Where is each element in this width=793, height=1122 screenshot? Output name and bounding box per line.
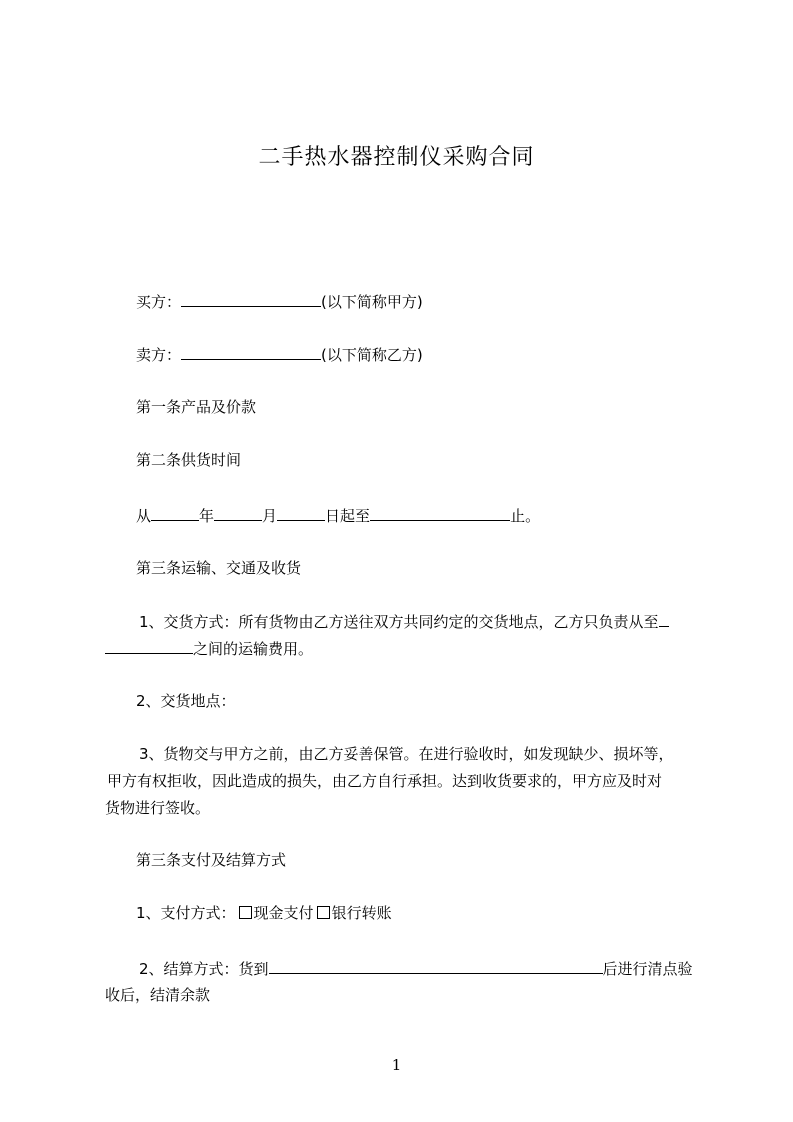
settlement-label: 2、结算方式：货到: [139, 960, 269, 978]
item1-text: 1、交货方式：所有货物由乙方送往双方共同约定的交货地点，乙方只负责从至: [139, 613, 659, 631]
delivery-time-line: [136, 505, 540, 526]
item1-line2: [105, 638, 313, 659]
seller-line: [136, 344, 423, 365]
bank-transfer-checkbox[interactable]: [317, 906, 330, 919]
seller-suffix: (以下简称乙方): [321, 346, 423, 364]
item1-from-blank[interactable]: [659, 611, 669, 627]
article3-heading: 第三条运输、交通及收货: [136, 559, 302, 577]
item2-line: 2、交货地点：: [136, 692, 236, 710]
bank-transfer-label: 银行转账: [331, 904, 392, 922]
delivery-month-blank[interactable]: [214, 505, 262, 521]
cash-payment-checkbox[interactable]: [239, 906, 252, 919]
buyer-line: [136, 291, 423, 312]
article1-heading: 第一条产品及价款: [136, 398, 257, 416]
settlement-after: 后进行清点验: [602, 960, 693, 978]
item3-line1: 3、货物交与甲方之前，由乙方妥善保管。在进行验收时，如发现缺少、损坏等，: [139, 745, 674, 763]
settlement-line1: [139, 958, 693, 979]
settlement-line2: 收后，结清余款: [105, 986, 211, 1004]
page-number: 1: [391, 1056, 402, 1074]
delivery-day-blank[interactable]: [277, 505, 325, 521]
buyer-label: 买方：: [136, 293, 182, 311]
payment-line: [136, 903, 392, 923]
delivery-day-until-label: 日起至: [325, 507, 371, 525]
document-title: 二手热水器控制仪采购合同: [258, 145, 535, 170]
seller-label: 卖方：: [136, 346, 182, 364]
delivery-end-label: 止。: [510, 507, 541, 525]
delivery-year-label: 年: [199, 507, 215, 525]
item3-line2: 甲方有权拒收，因此造成的损失，由乙方自行承担。达到收货要求的，甲方应及时对: [107, 772, 663, 790]
item1-text-end: 之间的运输费用。: [193, 640, 314, 658]
delivery-from-label: 从: [136, 507, 152, 525]
settlement-place-blank[interactable]: [269, 958, 603, 974]
delivery-year-blank[interactable]: [151, 505, 199, 521]
item1-to-blank[interactable]: [105, 638, 193, 654]
buyer-suffix: (以下简称甲方): [321, 293, 423, 311]
item3-line3: 货物进行签收。: [105, 799, 211, 817]
delivery-month-label: 月: [262, 507, 278, 525]
cash-payment-label: 现金支付: [253, 904, 314, 922]
article4-heading: 第三条支付及结算方式: [136, 851, 287, 869]
buyer-name-blank[interactable]: [181, 291, 321, 307]
payment-label: 1、支付方式：: [136, 904, 236, 922]
seller-name-blank[interactable]: [181, 344, 321, 360]
item1-line1: [139, 611, 669, 632]
delivery-end-date-blank[interactable]: [370, 505, 510, 521]
article2-heading: 第二条供货时间: [136, 451, 242, 469]
